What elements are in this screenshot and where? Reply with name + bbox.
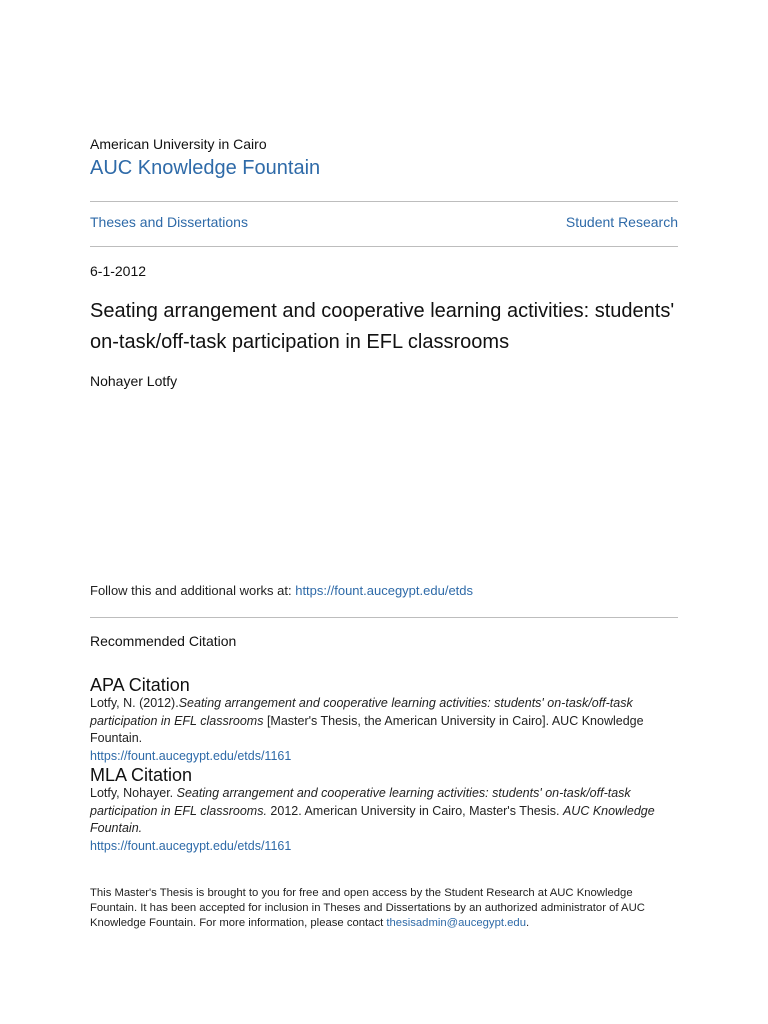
mla-citation-text [90,785,678,855]
footer-notice [90,886,678,930]
collection-link-theses[interactable]: Theses and Dissertations [90,214,248,230]
mla-citation-heading: MLA Citation [90,765,193,785]
divider [90,201,678,202]
recommended-citation-heading: Recommended Citation [90,633,237,649]
mla-middle: 2012. American University in Cairo, Master's Thesis. [266,803,563,818]
apa-prefix: Lotfy, N. (2012). [90,696,179,710]
mla-title: Seating arrangement and cooperative learning activities: students' on-task/off-task participation in EFL classrooms. [90,786,631,818]
repository-link[interactable]: AUC Knowledge Fountain [90,157,321,179]
title-line-1: Seating arrangement and cooperative learning activities: students' [90,300,675,322]
publication-date: 6-1-2012 [90,263,147,279]
mla-publisher: AUC Knowledge Fountain. [90,803,655,835]
author-name: Nohayer Lotfy [90,373,178,389]
follow-link[interactable]: https://fount.aucegypt.edu/etds [295,583,474,598]
document-title [90,296,678,358]
mla-link[interactable]: https://fount.aucegypt.edu/etds/1161 [90,838,292,853]
divider [90,246,678,247]
contact-email-link[interactable]: thesisadmin@aucegypt.edu [386,916,526,929]
mla-prefix: Lotfy, Nohayer. [90,786,177,800]
apa-citation-text [90,695,678,765]
institution-name: American University in Cairo [90,136,267,152]
title-line-2: on-task/off-task participation in EFL classrooms [90,331,510,353]
apa-link[interactable]: https://fount.aucegypt.edu/etds/1161 [90,748,292,763]
footer-end: . [525,916,530,929]
divider [90,617,678,618]
apa-citation-heading: APA Citation [90,675,190,695]
collection-link-student-research[interactable]: Student Research [565,214,678,230]
apa-suffix: [Master's Thesis, the American University in Cairo]. AUC Knowledge Fountain. [90,713,644,745]
footer-text: This Master's Thesis is brought to you for free and open access by the Student Research at AUC Knowledge Fountain. It has been accepted for inclusion in Theses and Dissertations by an authorized administrator of AUC Knowledge Fountain. For more information, please contact [90,887,645,929]
follow-text: Follow this and additional works at: [90,583,296,598]
apa-title: Seating arrangement and cooperative learning activities: students' on-task/off-task participation in EFL classrooms [90,696,633,728]
follow-line [90,583,473,598]
cover-page [90,0,678,1024]
